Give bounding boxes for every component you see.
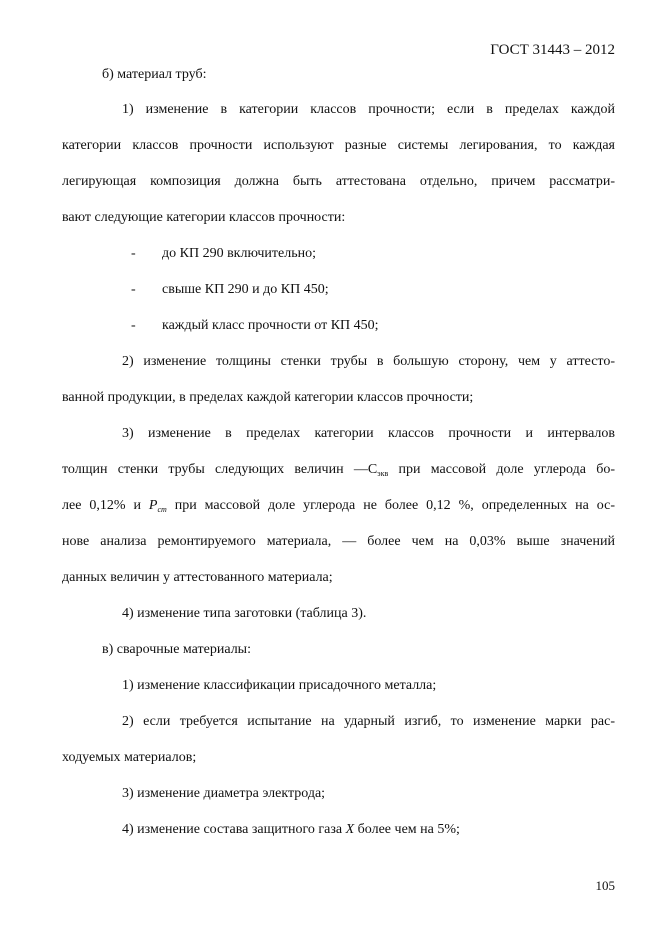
item-v2-line-2: ходуемых материалов; xyxy=(62,750,197,765)
item-b4-line-1: 4) изменение типа заготовки (таблица 3). xyxy=(122,606,367,621)
item-b2-line-2: ванной продукции, в пределах каждой категории классов прочности; xyxy=(62,390,474,405)
text-run: при массовой доле углерода не более 0,12 %, определенных на ос- xyxy=(166,498,615,513)
item-b3-line-5: данных величин у аттестованного материала; xyxy=(62,570,333,585)
text-run: 4) изменение состава защитного газа xyxy=(122,822,346,837)
bullet-text: свыше КП 290 и до КП 450; xyxy=(162,282,329,297)
text-run: более чем на 5%; xyxy=(354,822,460,837)
item-b3-line-3 xyxy=(62,498,615,518)
item-b3-line-4: нове анализа ремонтируемого материала, — более чем на 0,03% выше значений xyxy=(62,534,615,549)
pcm-symbol: P xyxy=(148,498,158,513)
text-run: лее 0,12% и xyxy=(62,498,149,513)
section-v-heading: в) сварочные материалы: xyxy=(102,642,251,657)
bullet-text: каждый класс прочности от КП 450; xyxy=(162,318,379,333)
item-v1-line-1: 1) изменение классификации присадочного металла; xyxy=(122,678,437,693)
item-v4-line-1 xyxy=(122,822,460,838)
page-number: 105 xyxy=(595,878,615,893)
carbon-equivalent-symbol: C xyxy=(367,462,378,477)
item-b1-line-3: легирующая композиция должна быть аттестована отдельно, причем рассматри- xyxy=(62,174,615,189)
item-v3-line-1: 3) изменение диаметра электрода; xyxy=(122,786,326,801)
text-run: при массовой доле углерода бо- xyxy=(388,462,615,477)
item-v2-line-1: 2) если требуется испытание на ударный изгиб, то изменение марки рас- xyxy=(122,714,615,729)
pcm-subscript: cm xyxy=(157,505,167,514)
text-run: толщин стенки трубы следующих величин — xyxy=(62,462,368,477)
item-b1-line-1: 1) изменение в категории классов прочности; если в пределах каждой xyxy=(122,102,615,117)
bullet-dash: - xyxy=(131,282,136,297)
section-b-heading: б) материал труб: xyxy=(102,67,207,82)
item-b3-line-2 xyxy=(62,462,615,482)
bullet-dash: - xyxy=(131,246,136,261)
item-b1-line-4: вают следующие категории классов прочности: xyxy=(62,210,346,225)
document-header: ГОСТ 31443 – 2012 xyxy=(490,42,615,58)
item-b1-line-2: категории классов прочности используют разные системы легирования, то каждая xyxy=(62,138,615,153)
bullet-text: до КП 290 включительно; xyxy=(162,246,317,261)
item-b2-line-1: 2) изменение толщины стенки трубы в большую сторону, чем у аттесто- xyxy=(122,354,615,369)
carbon-equivalent-subscript: экв xyxy=(377,469,389,478)
bullet-dash: - xyxy=(131,318,136,333)
item-b3-line-1: 3) изменение в пределах категории классов прочности и интервалов xyxy=(122,426,615,441)
gas-x-symbol: X xyxy=(345,822,355,837)
